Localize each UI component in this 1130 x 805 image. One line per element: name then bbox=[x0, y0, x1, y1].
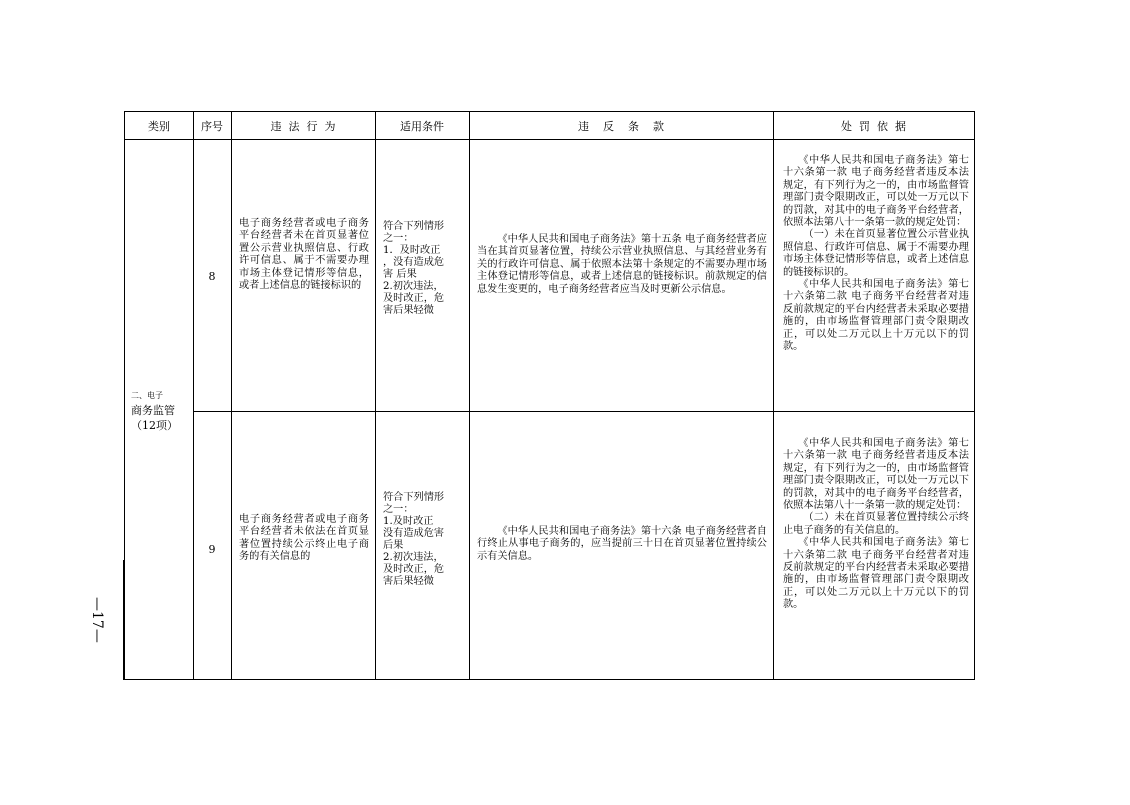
header-divider bbox=[125, 139, 974, 140]
row-condition bbox=[383, 492, 465, 588]
condition-line: ，没有造成危 bbox=[383, 257, 445, 268]
binding-edge-line bbox=[123, 560, 124, 680]
basis-paragraph: 《中华人民共和国电子商务法》第七十六条第一款 电子商务经营者违反本法规定，有下列行为之一的，由市场监督管理部门责令限期改正，可以处一万元以下的罚款，对其中的电子商务平台经营者，依照本法第八十一条第一款的规定处罚： bbox=[783, 438, 969, 512]
row-divider bbox=[193, 411, 974, 412]
condition-line: 1.及时改正 bbox=[383, 516, 434, 527]
row-basis bbox=[783, 155, 969, 354]
basis-paragraph: 《中华人民共和国电子商务法》第七十六条第一款 电子商务经营者违反本法规定，有下列行为之一的，由市场监督管理部门责令限期改正，可以处一万元以下的罚款，对其中的电子商务平台经营者，依照本法第八十一条第一款的规定处罚： bbox=[783, 155, 969, 229]
row-clause: 《中华人民共和国电子商务法》第十六条 电子商务经营者自行终止从事电子商务的，应当提前三十日在首页显著位置持续公示有关信息。 bbox=[477, 526, 767, 562]
condition-line: 害 后果 bbox=[383, 269, 417, 280]
condition-line: 2.初次违法， bbox=[383, 281, 444, 292]
basis-paragraph: 《中华人民共和国电子商务法》第七十六条第二款 电子商务平台经营者对违反前款规定的平台内经营者未采取必要措施的，由市场监督管理部门责令限期改正，可以处二万元以上十万元以下的罚款。 bbox=[783, 279, 969, 353]
condition-line: 之一： bbox=[383, 233, 414, 244]
row-behavior: 电子商务经营者或电子商务平台经营者未在首页显著位置公示营业执照信息、行政许可信息、属于不需要办理市场主体登记情形等信息，或者上述信息的链接标识的 bbox=[239, 218, 369, 292]
row-seq: 8 bbox=[208, 270, 216, 283]
header-condition: 适用条件 bbox=[400, 119, 444, 133]
category-line2: 商务监管 bbox=[131, 404, 175, 417]
condition-line: 及时改正，危 bbox=[383, 293, 445, 304]
condition-line: 及时改正，危 bbox=[383, 564, 445, 575]
header-behavior: 违 法 行 为 bbox=[270, 119, 336, 133]
col-divider bbox=[773, 112, 774, 679]
header-basis: 处 罚 依 据 bbox=[841, 119, 906, 133]
condition-line: 符合下列情形 bbox=[383, 492, 445, 503]
header-clause: 违 反 条 款 bbox=[578, 119, 664, 133]
condition-line: 没有造成危害 bbox=[383, 528, 445, 539]
header-seq: 序号 bbox=[201, 119, 223, 133]
condition-line: 之一： bbox=[383, 504, 414, 515]
condition-line: 2.初次违法， bbox=[383, 552, 444, 563]
category-line1: 二、电子 bbox=[131, 391, 163, 400]
basis-paragraph: （一）未在首页显著位置公示营业执照信息、行政许可信息、属于不需要办理市场主体登记情形等信息，或者上述信息的链接标识的。 bbox=[783, 229, 969, 278]
category-line3: （12项） bbox=[131, 419, 178, 432]
row-behavior: 电子商务经营者或电子商务平台经营者未依法在首页显著位置持续公示终止电子商务的有关信息的 bbox=[239, 514, 369, 563]
row-condition bbox=[383, 221, 465, 317]
basis-paragraph: 《中华人民共和国电子商务法》第七十六条第二款 电子商务平台经营者对违反前款规定的平台内经营者未采取必要措施的，由市场监督管理部门责令限期改正，可以处二万元以上十万元以下的罚款。 bbox=[783, 537, 969, 611]
page-number: —17— bbox=[89, 597, 105, 643]
condition-line: 1．及时改正 bbox=[383, 245, 441, 256]
col-divider bbox=[469, 112, 470, 679]
col-divider bbox=[193, 112, 194, 679]
header-category: 类别 bbox=[148, 119, 170, 133]
category-cell bbox=[131, 388, 178, 433]
row-seq: 9 bbox=[208, 543, 216, 556]
penalty-table bbox=[124, 111, 975, 680]
basis-paragraph: （二）未在首页显著位置持续公示终止电子商务的有关信息的。 bbox=[783, 512, 969, 536]
col-divider bbox=[231, 112, 232, 679]
condition-line: 符合下列情形 bbox=[383, 221, 445, 232]
row-basis bbox=[783, 438, 969, 612]
condition-line: 害后果轻微 bbox=[383, 305, 434, 316]
condition-line: 后果 bbox=[383, 540, 404, 551]
condition-line: 害后果轻微 bbox=[383, 576, 434, 587]
row-clause: 《中华人民共和国电子商务法》第十五条 电子商务经营者应当在其首页显著位置，持续公示营业执照信息、与其经营业务有关的行政许可信息、属于依照本法第十条规定的不需要办理市场主体登记情形等信息，或者上述信息的链接标识。前款规定的信息发生变更的，电子商务经营者应当及时更新公示信息。 bbox=[477, 234, 767, 295]
col-divider bbox=[375, 112, 376, 679]
